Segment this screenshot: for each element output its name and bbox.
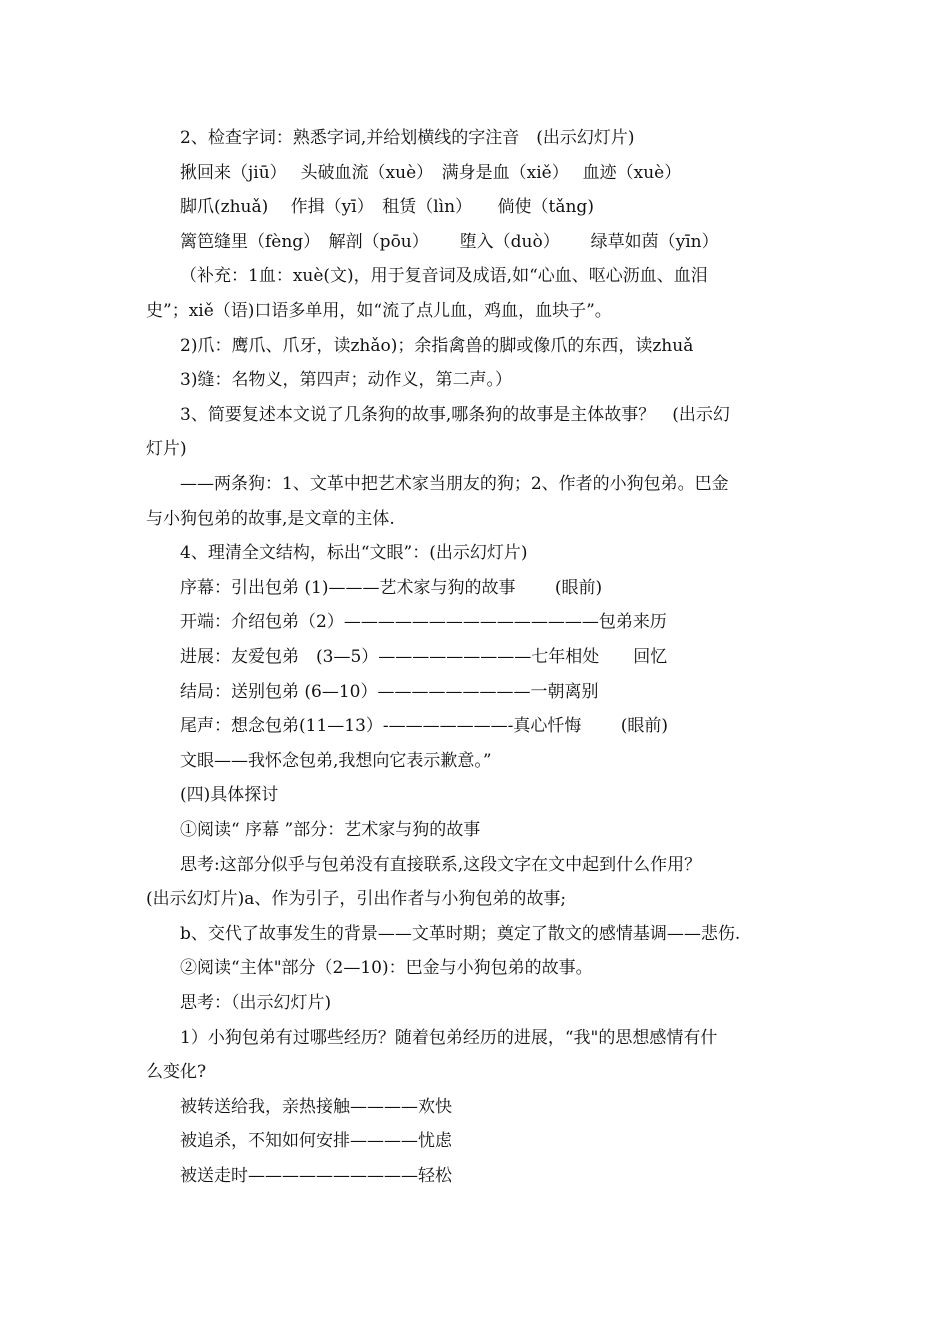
text-line: 揪回来（jiū） 头破血流（xuè） 满身是血（xiě） 血迹（xuè）	[180, 162, 682, 183]
text-line: 2、检查字词：熟悉字词,并给划横线的字注音 (出示幻灯片)	[180, 128, 635, 148]
text-line: b、交代了故事发生的背景——文革时期；奠定了散文的感情基调——悲伤.	[180, 923, 741, 944]
text-line: 脚爪(zhuǎ) 作揖（yī） 租赁（lìn） 倘使（tǎng)	[180, 197, 594, 218]
text-line: （补充：1血：xuè(文)，用于复音词及成语,如“心血、呕心沥血、血泪	[180, 266, 708, 287]
text-line: 思考:这部分似乎与包弟没有直接联系,这段文字在文中起到什么作用？	[180, 854, 702, 875]
text-line: ——两条狗：1、文革中把艺术家当朋友的狗；2、作者的小狗包弟。巴金	[180, 474, 729, 494]
text-line: 史”；xiě（语)口语多单用，如“流了点儿血，鸡血，血块子”。	[146, 301, 612, 321]
text-line: ①阅读“ 序幕 ”部分：艺术家与狗的故事	[180, 820, 481, 840]
text-line: 尾声：想念包弟(11—13）-———————-真心忏悔 (眼前)	[180, 716, 669, 737]
text-line: 开端：介绍包弟（2）———————————————包弟来历	[180, 612, 667, 633]
text-line: 被转送给我，亲热接触————欢快	[180, 1096, 452, 1117]
text-line: 被送走时——————————轻松	[180, 1166, 452, 1186]
text-line: 与小狗包弟的故事,是文章的主体.	[146, 508, 395, 529]
text-line: (出示幻灯片)a、作为引子，引出作者与小狗包弟的故事;	[146, 889, 567, 910]
text-line: 进展：友爱包弟 (3—5）—————————七年相处 回忆	[180, 647, 668, 667]
text-line: 思考：（出示幻灯片)	[180, 993, 332, 1013]
text-line: 篱笆缝里（fèng） 解剖（pōu） 堕入（duò） 绿草如茵（yīn）	[180, 231, 719, 252]
text-line: 文眼——我怀念包弟,我想向它表示歉意。”	[180, 750, 492, 771]
text-line: ②阅读“主体"部分（2—10)：巴金与小狗包弟的故事。	[180, 958, 593, 979]
text-line: 2)爪：鹰爪、爪牙，读zhǎo)；余指禽兽的脚或像爪的东西，读zhuǎ	[180, 335, 694, 356]
text-line: 被追杀，不知如何安排————忧虑	[180, 1131, 452, 1152]
text-line: 序幕：引出包弟 (1)———艺术家与狗的故事 (眼前)	[180, 577, 603, 598]
text-line: 3、简要复述本文说了几条狗的故事,哪条狗的故事是主体故事？ (出示幻	[180, 404, 730, 425]
text-line: 4、理清全文结构，标出“文眼”：(出示幻灯片)	[180, 543, 528, 564]
text-line: 灯片)	[146, 439, 187, 460]
text-line: (四)具体探讨	[180, 785, 279, 806]
text-line: 1）小狗包弟有过哪些经历？随着包弟经历的进展，“我"的思想感情有什	[180, 1027, 718, 1048]
text-line: 结局：送别包弟 (6—10）—————————一朝离别	[180, 681, 599, 702]
text-line: 么变化?	[146, 1062, 207, 1083]
text-line: 3)缝：名物义，第四声；动作义，第二声。）	[180, 370, 512, 391]
